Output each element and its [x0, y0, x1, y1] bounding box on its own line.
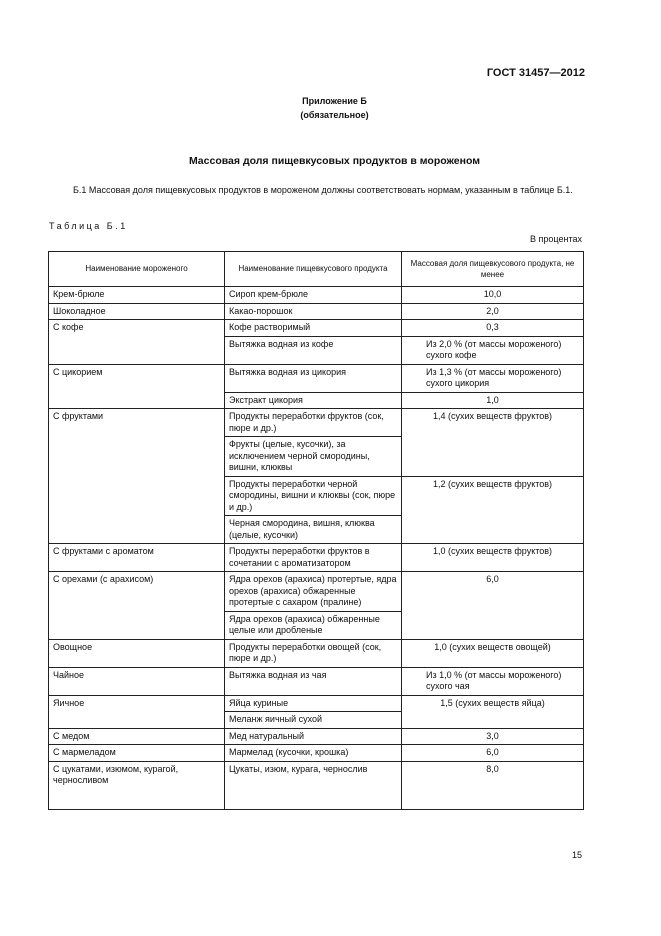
table-row: [49, 639, 584, 667]
share-value: Из 2,0 % (от массы мороженого) сухого кофе: [402, 336, 584, 364]
table-row: [49, 303, 584, 320]
table-row: [49, 667, 584, 695]
table-row: [49, 364, 584, 392]
icecream-name: С цукатами, изюмом, курагой, черносливом: [49, 761, 225, 809]
share-value: 6,0: [402, 572, 584, 640]
product-name: Кофе растворимый: [225, 320, 402, 337]
share-value: 1,2 (сухих веществ фруктов): [402, 476, 584, 544]
share-value: 8,0: [402, 761, 584, 809]
table-label: Таблица Б.1: [49, 221, 128, 231]
product-name: Ядра орехов (арахиса) протертые, ядра орехов (арахиса) обжаренные протертые с сахаром (пралине): [225, 572, 402, 612]
share-value: 1,0 (сухих веществ фруктов): [402, 544, 584, 572]
icecream-name: Шоколадное: [49, 303, 225, 320]
product-name: Мармелад (кусочки, крошка): [225, 745, 402, 762]
icecream-name: С кофе: [49, 320, 225, 365]
product-name: Продукты переработки фруктов в сочетании с ароматизатором: [225, 544, 402, 572]
icecream-name: С фруктами с ароматом: [49, 544, 225, 572]
table-row: [49, 695, 584, 712]
product-name: Вытяжка водная из цикория: [225, 364, 402, 392]
table-row: [49, 320, 584, 337]
share-value: 1,0 (сухих веществ овощей): [402, 639, 584, 667]
appendix-title: Приложение Б: [302, 96, 367, 106]
product-name: Мед натуральный: [225, 728, 402, 745]
table-header-row: [49, 252, 584, 287]
table-row: [49, 287, 584, 304]
share-value: 0,3: [402, 320, 584, 337]
icecream-name: С фруктами: [49, 409, 225, 544]
product-name: Сироп крем-брюле: [225, 287, 402, 304]
share-value: 6,0: [402, 745, 584, 762]
appendix-heading: [0, 94, 661, 122]
share-value: 1,5 (сухих веществ яйца): [402, 695, 584, 728]
section-paragraph: [49, 184, 582, 197]
share-value: 1,0: [402, 392, 584, 409]
share-value: Из 1,0 % (от массы мороженого) сухого чая: [402, 667, 584, 695]
icecream-name: С мармеладом: [49, 745, 225, 762]
header-product: Наименование пищевкусового продукта: [225, 252, 402, 287]
product-name: Продукты переработки овощей (сок, пюре и др.): [225, 639, 402, 667]
icecream-name: С цикорием: [49, 364, 225, 409]
table-units: В процентах: [530, 234, 582, 244]
icecream-name: Овощное: [49, 639, 225, 667]
section-heading: Массовая доля пищевкусовых продуктов в мороженом: [188, 155, 481, 167]
table-row: [49, 745, 584, 762]
icecream-name: С орехами (с арахисом): [49, 572, 225, 640]
icecream-name: Чайное: [49, 667, 225, 695]
product-name: Меланж яичный сухой: [225, 712, 402, 729]
icecream-name: Яичное: [49, 695, 225, 728]
icecream-name: Крем-брюле: [49, 287, 225, 304]
product-name: Вытяжка водная из чая: [225, 667, 402, 695]
paragraph-text: Б.1 Массовая доля пищевкусовых продуктов в мороженом должны соответствовать нормам, указанным в таблице Б.1.: [73, 185, 573, 195]
appendix-status: (обязательное): [300, 110, 369, 120]
share-value: Из 1,3 % (от массы мороженого) сухого цикория: [402, 364, 584, 392]
table-row: [49, 544, 584, 572]
header-share: Массовая доля пищевкусового продукта, не менее: [402, 252, 584, 287]
product-name: Яйца куриные: [225, 695, 402, 712]
share-value: 1,4 (сухих веществ фруктов): [402, 409, 584, 477]
product-name: Вытяжка водная из кофе: [225, 336, 402, 364]
product-name: Цукаты, изюм, курага, чернослив: [225, 761, 402, 809]
table-row: [49, 409, 584, 437]
table-row: [49, 728, 584, 745]
composition-table: [48, 251, 584, 810]
product-name: Какао-порошок: [225, 303, 402, 320]
standard-number: ГОСТ 31457—2012: [486, 67, 585, 79]
product-name: Экстракт цикория: [225, 392, 402, 409]
header-icecream: Наименование мороженого: [49, 252, 225, 287]
product-name: Продукты переработки фруктов (сок, пюре и др.): [225, 409, 402, 437]
share-value: 3,0: [402, 728, 584, 745]
table-row: [49, 761, 584, 809]
product-name: Продукты переработки черной смородины, вишни и клюквы (сок, пюре и др.): [225, 476, 402, 516]
product-name: Ядра орехов (арахиса) обжаренные целые или дробленые: [225, 611, 402, 639]
product-name: Фрукты (целые, кусочки), за исключением черной смородины, вишни, клюквы: [225, 437, 402, 477]
product-name: Черная смородина, вишня, клюква (целые, кусочки): [225, 516, 402, 544]
share-value: 2,0: [402, 303, 584, 320]
table-row: [49, 572, 584, 612]
share-value: 10,0: [402, 287, 584, 304]
icecream-name: С медом: [49, 728, 225, 745]
page-number: 15: [571, 850, 582, 860]
